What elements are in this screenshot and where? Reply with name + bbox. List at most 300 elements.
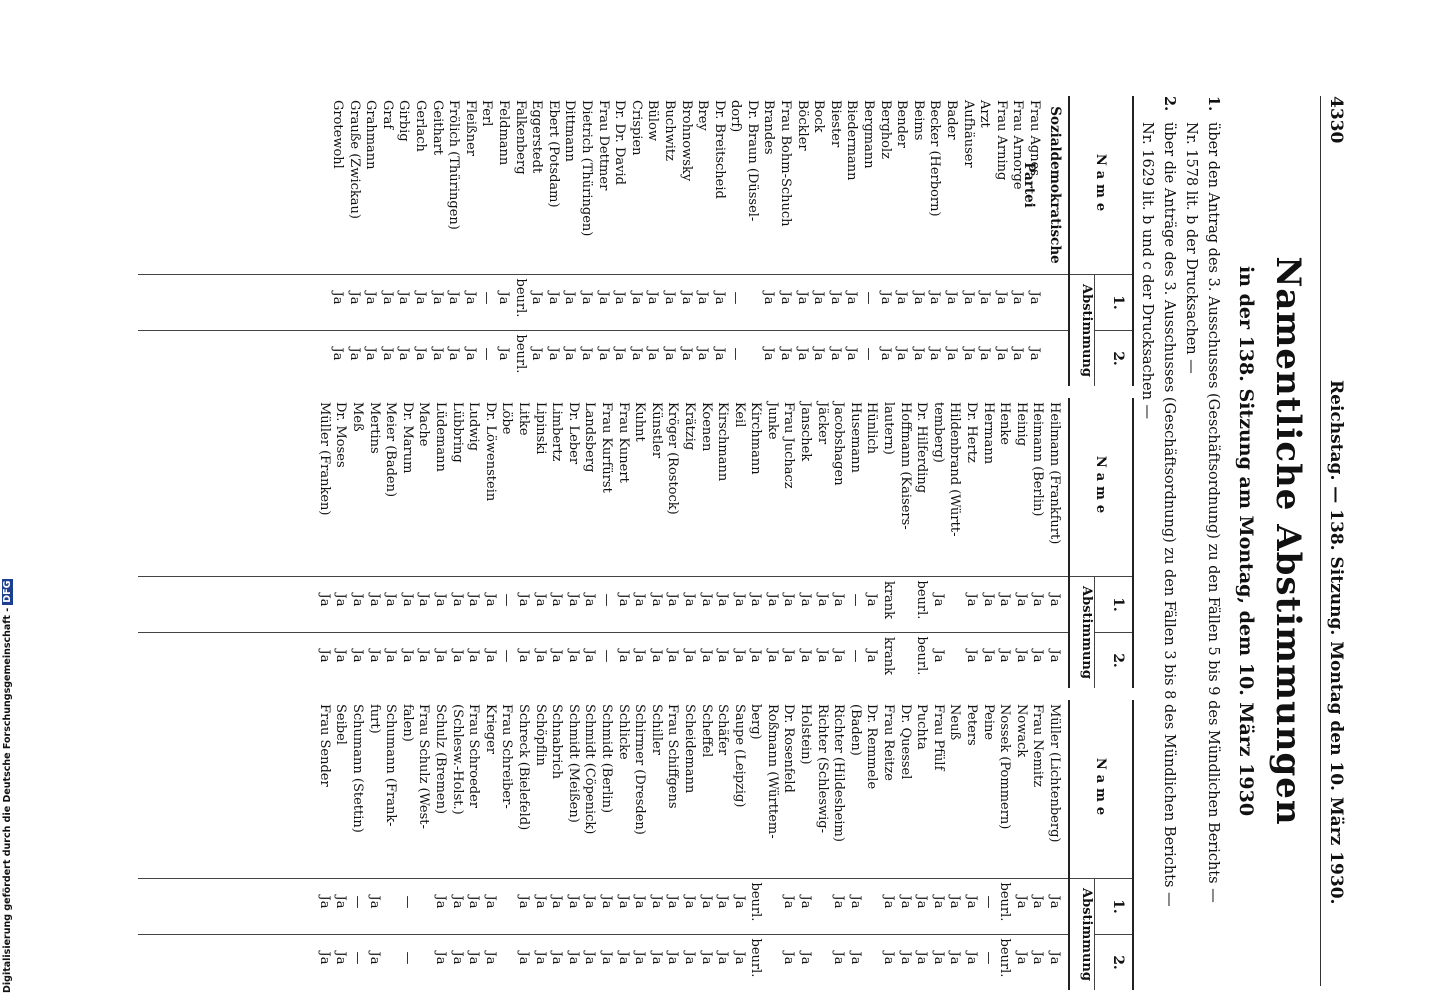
vote-2: Ja: [980, 649, 996, 663]
member-name: Scheffel: [698, 704, 714, 758]
vote-2: Ja: [529, 347, 545, 361]
vote-2: Ja: [665, 951, 681, 965]
item-text: über den Antrag des 3. Ausschusses (Geschäftsordnung) zu den Fällen 5 bis 9 des Mündlichen Berichts —: [1205, 122, 1221, 903]
page-number: 4330: [1326, 96, 1346, 144]
member-name: Dr. Hilferding: [914, 402, 930, 494]
vote-2: Ja: [711, 347, 727, 361]
vote-1: Ja: [449, 895, 465, 909]
vote-2: Ja: [333, 649, 349, 663]
member-name: Schmidt (Meißen): [565, 704, 581, 823]
table-row: [362, 96, 379, 386]
member-name: Biedermann: [844, 100, 860, 181]
table-row: [979, 398, 996, 688]
table-row: [581, 700, 598, 990]
vote-2: —: [479, 347, 495, 361]
column-divider: [138, 934, 1068, 935]
member-name: Dr. Moses: [333, 402, 349, 468]
vote-1: Ja: [993, 291, 1009, 305]
vote-1: Ja: [731, 593, 747, 607]
vote-1: Ja: [532, 895, 548, 909]
table-row: [561, 96, 578, 386]
member-name: Müller (Lichtenberg): [1047, 704, 1062, 843]
vote2-header: 2.: [1110, 351, 1126, 366]
vote-2: Ja: [333, 951, 349, 965]
vote-2: Ja: [665, 649, 681, 663]
member-name: Schiller: [648, 704, 664, 755]
table-row: [730, 700, 747, 990]
vote-2: Ja: [1030, 649, 1046, 663]
member-name: Crispien: [628, 100, 644, 156]
member-name: Böckler: [794, 100, 810, 151]
table-row: [992, 96, 1009, 386]
table-row: [863, 700, 880, 990]
member-name: Schmidt (Cöpenick): [582, 704, 598, 835]
member-name: Frau Nemitz: [1030, 704, 1046, 788]
member-name: Neuß: [947, 704, 963, 741]
vote-2: Ja: [681, 951, 697, 965]
member-name: Gerlach: [413, 100, 429, 152]
vote-2: krank: [881, 636, 897, 676]
vote-1: —: [980, 895, 996, 909]
vote-1: Ja: [794, 291, 810, 305]
member-name: Schirmer (Dresden): [632, 704, 648, 835]
vote1-header: 1.: [1095, 275, 1132, 331]
member-name: falen): [399, 704, 415, 742]
vote-2: —: [399, 951, 415, 965]
vote-2: Ja: [993, 347, 1009, 361]
column-divider: [138, 274, 1068, 275]
table-row: [979, 700, 996, 990]
table-row: [498, 398, 515, 688]
vote-1: —: [728, 291, 744, 305]
vote-numbers: [1094, 577, 1132, 688]
vote-1: —: [499, 593, 515, 607]
vote-2: Ja: [930, 649, 946, 663]
table-row: [514, 700, 531, 990]
vote-item-2: [1136, 96, 1180, 986]
vote-2: Ja: [612, 347, 628, 361]
abstimmung-header: Abstimmung: [1079, 586, 1094, 679]
member-name: Frau Kurfürst: [598, 402, 614, 493]
table-row: [660, 96, 677, 386]
table-row: [647, 700, 664, 990]
vote-1: Ja: [582, 593, 598, 607]
vote-2: Ja: [582, 649, 598, 663]
vote-2: Ja: [914, 951, 930, 965]
vote-2: Ja: [731, 951, 747, 965]
member-name: Janschek: [798, 402, 814, 462]
vote-1: Ja: [632, 593, 648, 607]
vote-1: Ja: [665, 593, 681, 607]
vote-1: Ja: [433, 895, 449, 909]
vote-1: Ja: [1027, 291, 1042, 305]
member-name: Frau Bohm-Schuch: [778, 100, 794, 227]
vote-1: Ja: [346, 291, 362, 305]
member-name: Litke: [516, 402, 531, 436]
table-row: [913, 700, 930, 990]
vote-2: Ja: [598, 951, 614, 965]
vote-2: Ja: [731, 649, 747, 663]
vote-table-column: [124, 700, 1134, 990]
vote-1: Ja: [864, 593, 880, 607]
member-name: Buchwitz: [661, 100, 677, 161]
vote-2: Ja: [698, 951, 714, 965]
table-row: [879, 398, 896, 688]
vote-2: Ja: [997, 649, 1013, 663]
table-row: [581, 398, 598, 688]
vote-2: Ja: [446, 347, 462, 361]
vote-2: Ja: [827, 347, 843, 361]
vote-1: Ja: [562, 291, 578, 305]
member-name: Lüdemann: [433, 402, 449, 472]
vote-1: Ja: [366, 895, 382, 909]
member-name: Beims: [910, 100, 926, 141]
member-name: Ebert (Potsdam): [545, 100, 561, 208]
vote-1: Ja: [413, 291, 429, 305]
member-name: Keil: [731, 402, 747, 428]
member-name: Frau Pfülf: [930, 704, 946, 771]
vote-1: beurl.: [914, 580, 930, 620]
table-row: [697, 700, 714, 990]
vote-2: Ja: [947, 951, 963, 965]
vote-table-column: [124, 398, 1134, 688]
vote-numbers: [1094, 275, 1132, 386]
vote-1: Ja: [731, 895, 747, 909]
member-name: Mertins: [366, 402, 382, 454]
table-row: [909, 96, 926, 386]
vote-1: Ja: [632, 895, 648, 909]
vote2-header: 2.: [1110, 955, 1126, 970]
member-name: Dr. Remmele: [864, 704, 880, 790]
table-row: [797, 700, 814, 990]
vote-2: Ja: [781, 649, 797, 663]
vote-2: Ja: [413, 347, 429, 361]
table-row: [813, 700, 830, 990]
member-name: Eggerstedt: [529, 100, 545, 174]
vote-1: Ja: [781, 593, 797, 607]
vote-2: Ja: [844, 347, 860, 361]
vote-1: Ja: [399, 593, 415, 607]
member-name: Kirschmann: [715, 402, 731, 482]
table-row: [680, 398, 697, 688]
vote-2: Ja: [798, 649, 814, 663]
vote-table-column: [124, 96, 1134, 386]
vote-2: Ja: [648, 951, 664, 965]
vote-2: Ja: [695, 347, 711, 361]
vote-2: Ja: [964, 951, 980, 965]
table-row: [511, 96, 528, 386]
table-body: [328, 96, 1068, 386]
table-row: [929, 700, 946, 990]
member-name: Schöpflin: [532, 704, 548, 766]
votes-header: [1070, 879, 1132, 990]
running-title: Reichstag. — 138. Sitzung. Montag den 10. März 1930.: [1326, 380, 1346, 905]
vote-1: Ja: [964, 895, 980, 909]
header-rule: [1320, 96, 1321, 986]
table-row: [594, 96, 611, 386]
table-body: [315, 398, 1068, 688]
vote-2: Ja: [960, 347, 976, 361]
table-row: [611, 96, 628, 386]
vote-2: Ja: [811, 347, 827, 361]
vote-2: [946, 628, 963, 684]
vote-2: Ja: [429, 347, 445, 361]
table-row: [498, 700, 515, 990]
vote-2: [763, 930, 780, 986]
member-name: Nowack: [1013, 704, 1029, 758]
vote-1: Ja: [565, 895, 581, 909]
vote-1: Ja: [947, 895, 963, 909]
vote-2: beurl.: [748, 938, 764, 978]
member-name: Heimann (Berlin): [1030, 402, 1046, 517]
vote-1: Ja: [350, 593, 366, 607]
vote-2: Ja: [532, 649, 548, 663]
column-divider: [138, 330, 1068, 331]
vote-2: Ja: [578, 347, 594, 361]
table-row: [1045, 398, 1062, 688]
name-header: Name: [1070, 96, 1132, 275]
vote-2: Ja: [549, 951, 565, 965]
vote-1: Ja: [811, 291, 827, 305]
member-name: Brey: [695, 100, 711, 131]
table-row: [893, 96, 910, 386]
table-row: [780, 700, 797, 990]
member-name: Hoffmann (Kaisers-: [897, 402, 913, 530]
vote-2: Ja: [798, 951, 814, 965]
member-name: Schumann (Frank-: [383, 704, 399, 827]
table-row: [996, 398, 1013, 688]
table-row: [597, 398, 614, 688]
vote-1: Ja: [1030, 895, 1046, 909]
member-name: Dr. Quessel: [897, 704, 913, 780]
vote-1: Ja: [379, 291, 395, 305]
vote-1: Ja: [814, 593, 830, 607]
member-name: Dr. Leber: [565, 402, 581, 465]
member-name: Geithart: [429, 100, 445, 156]
vote-2: Ja: [894, 347, 910, 361]
vote-1: Ja: [960, 291, 976, 305]
vote-1: —: [399, 895, 415, 909]
table-row: [315, 700, 332, 990]
vote-2: Ja: [316, 649, 332, 663]
vote-2: Ja: [462, 347, 478, 361]
vote-2: Ja: [977, 347, 993, 361]
vote-2: Ja: [778, 347, 794, 361]
table-row: [694, 96, 711, 386]
vote-2: Ja: [944, 347, 960, 361]
table-row: [846, 398, 863, 688]
table-row: [1045, 700, 1062, 990]
member-name: Hildenbrand (Württ-: [947, 402, 963, 537]
vote-2: —: [598, 649, 614, 663]
vote-1: Ja: [715, 895, 731, 909]
vote-2: Ja: [346, 347, 362, 361]
table-row: [664, 700, 681, 990]
vote-2: Ja: [930, 951, 946, 965]
table-row: [946, 700, 963, 990]
table-row: [614, 398, 631, 688]
item-number: 2.: [1161, 96, 1178, 112]
member-name: Frau Juchacz: [781, 402, 797, 489]
member-name: Dr. Marum: [399, 402, 415, 474]
vote-2: Ja: [648, 649, 664, 663]
vote-1: Ja: [582, 895, 598, 909]
vote-2: Ja: [1030, 951, 1046, 965]
vote-2: Ja: [582, 951, 598, 965]
vote-1: Ja: [496, 291, 511, 305]
member-name: Saupe (Leipzig): [731, 704, 747, 808]
member-name: Dr. Rosenfeld: [781, 704, 797, 793]
vote-2: Ja: [661, 347, 677, 361]
vote-2: Ja: [449, 649, 465, 663]
member-name: Richter (Hildesheim): [831, 704, 847, 842]
member-name: Bader: [944, 100, 960, 140]
member-name: Hermann: [980, 402, 996, 465]
vote-2: Ja: [532, 951, 548, 965]
vote-1: Ja: [665, 895, 681, 909]
vote-2: Ja: [433, 951, 449, 965]
table-row: [680, 700, 697, 990]
member-name: Peine: [980, 704, 996, 741]
vote-1: Ja: [847, 895, 863, 909]
member-name: Grahmann: [363, 100, 379, 170]
table-row: [962, 398, 979, 688]
vote-1: —: [350, 895, 366, 909]
member-name: Landsberg: [582, 402, 598, 473]
document-title: Namentliche Abstimmungen: [1268, 256, 1308, 826]
vote-1: Ja: [930, 895, 946, 909]
vote-1: Ja: [715, 593, 731, 607]
vote-1: Ja: [482, 593, 498, 607]
table-row: [365, 398, 382, 688]
vote-2: Ja: [678, 347, 694, 361]
member-name: Seibel: [333, 704, 349, 745]
vote-2: Ja: [482, 951, 498, 965]
vote-1: Ja: [681, 895, 697, 909]
member-name: Kröger (Rostock): [665, 402, 681, 515]
vote-1: Ja: [914, 895, 930, 909]
table-row: [780, 398, 797, 688]
vote-1: Ja: [366, 593, 382, 607]
vote-1: Ja: [798, 593, 814, 607]
vote-1: Ja: [549, 895, 565, 909]
member-name: Dr. Hertz: [964, 402, 980, 463]
table-row: [863, 398, 880, 688]
vote-1: [382, 874, 399, 930]
table-row: [445, 96, 462, 386]
vote-2: —: [980, 951, 996, 965]
member-name: Frau Arning: [993, 100, 1009, 181]
table-header: [1068, 398, 1134, 688]
document-subtitle: in der 138. Sitzung am Montag, dem 10. März 1930: [1235, 265, 1257, 817]
table-row: [577, 96, 594, 386]
member-name: Dietrich (Thüringen): [578, 100, 594, 237]
table-row: [644, 96, 661, 386]
member-name: Krätzig: [681, 402, 697, 451]
dfg-logo: DFG: [2, 580, 13, 603]
member-name: Jäcker: [814, 402, 830, 445]
vote-2: Ja: [595, 347, 611, 361]
member-name: Dr. Löwenstein: [482, 402, 498, 502]
vote-2: Ja: [399, 649, 415, 663]
member-name: Fleißner: [462, 100, 478, 156]
table-row: [859, 96, 876, 386]
vote-2: Ja: [632, 951, 648, 965]
vote-1: Ja: [446, 291, 462, 305]
vote-2: Ja: [681, 649, 697, 663]
table-row: [382, 700, 399, 990]
member-name: Brandes: [761, 100, 777, 155]
vote-1: Ja: [661, 291, 677, 305]
member-name: Dr. Dr. David: [612, 100, 628, 185]
table-row: [431, 700, 448, 990]
member-name: Peters: [964, 704, 980, 746]
member-name: Grauße (Zwickau): [346, 100, 362, 219]
vote-1: Ja: [761, 291, 777, 305]
table-row: [647, 398, 664, 688]
vote-2: Ja: [433, 649, 449, 663]
votes-header: [1070, 577, 1132, 688]
vote-1: Ja: [698, 895, 714, 909]
table-row: [926, 96, 943, 386]
table-row: [614, 700, 631, 990]
vote-1: Ja: [831, 593, 847, 607]
table-row: [431, 398, 448, 688]
member-name: Henke: [997, 402, 1013, 445]
table-row: [976, 96, 993, 386]
votes-header: [1070, 275, 1132, 386]
vote-2: Ja: [715, 951, 731, 965]
member-name: Schnabrich: [549, 704, 565, 780]
vote-1: Ja: [681, 593, 697, 607]
vote-2: beurl.: [914, 636, 930, 676]
vote-1: Ja: [545, 291, 561, 305]
vote-2: Ja: [715, 649, 731, 663]
table-row: [813, 398, 830, 688]
member-name: Feldmann: [496, 100, 511, 166]
table-row: [677, 96, 694, 386]
member-name: Roßmann (Württem-: [764, 704, 780, 839]
member-name: temberg): [930, 402, 946, 463]
vote-2: Ja: [466, 951, 482, 965]
table-row: [946, 398, 963, 688]
vote-2: Ja: [416, 649, 432, 663]
vote-1: Ja: [798, 895, 814, 909]
vote-1: [946, 572, 963, 628]
member-name: Kuhnt: [632, 402, 648, 442]
table-row: [710, 96, 727, 386]
vote-1: Ja: [565, 593, 581, 607]
member-name: Müller (Franken): [316, 402, 332, 516]
vote-2: Ja: [396, 347, 412, 361]
vote-1: krank: [881, 580, 897, 620]
table-row: [730, 398, 747, 688]
vote-2: Ja: [831, 951, 847, 965]
vote-1: Ja: [333, 895, 349, 909]
vote-2: beurl.: [512, 334, 528, 374]
member-name: Junke: [764, 402, 780, 440]
vote-2: Ja: [383, 649, 399, 663]
table-row: [415, 398, 432, 688]
vote-1: Ja: [678, 291, 694, 305]
vote-1: [763, 874, 780, 930]
vote-2: Ja: [350, 649, 366, 663]
vote-2: Ja: [814, 649, 830, 663]
vote-1: Ja: [462, 291, 478, 305]
member-name: Ferl: [479, 100, 495, 127]
vote-2: Ja: [615, 951, 631, 965]
member-name: Arzt: [977, 100, 993, 128]
